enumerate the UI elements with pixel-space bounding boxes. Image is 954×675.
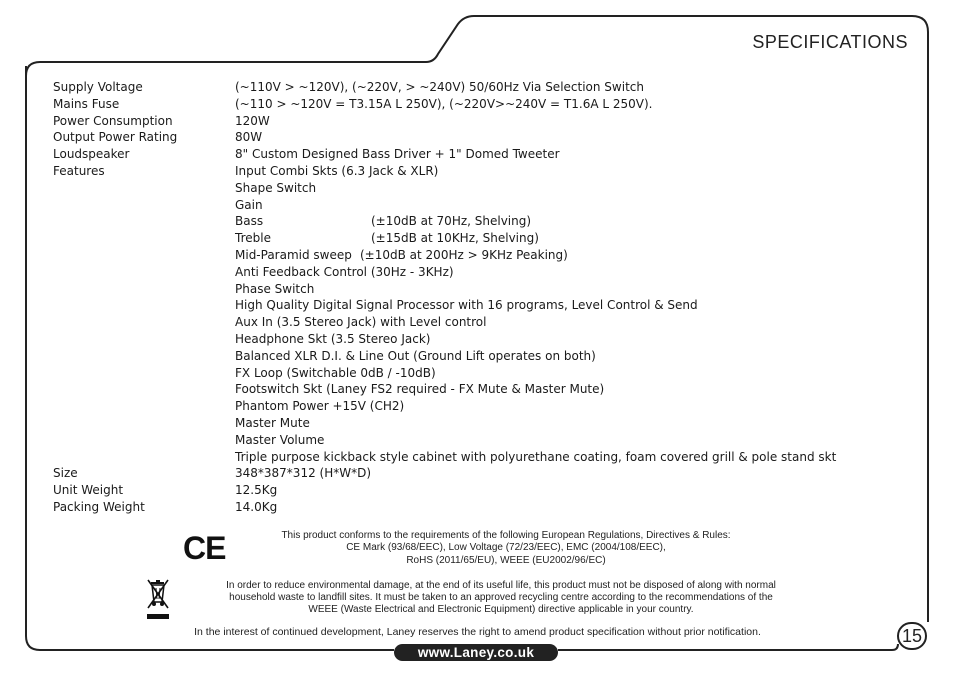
spec-label: Supply Voltage [53, 80, 143, 94]
feature-item: Master Mute [235, 415, 310, 430]
feature-item: Balanced XLR D.I. & Line Out (Ground Lift operates on both) [235, 348, 596, 363]
feature-item: Input Combi Skts (6.3 Jack & XLR) [235, 163, 439, 178]
spec-value: 12.5Kg [235, 483, 278, 498]
development-notice: In the interest of continued development, Laney reserves the right to amend product specification without prior notification. [194, 626, 761, 638]
specifications-list [53, 79, 853, 516]
feature-item: Phantom Power +15V (CH2) [235, 399, 405, 414]
spec-value: 14.0Kg [235, 499, 278, 514]
ce-line: RoHS (2011/65/EU), WEEE (EU2002/96/EC) [406, 554, 606, 566]
feature-item: High Quality Digital Signal Processor with 16 programs, Level Control & Send [235, 298, 698, 313]
feature-item-mid [235, 247, 853, 264]
spec-label: Size [53, 466, 78, 481]
tone-control-range: (±10dB at 200Hz > 9KHz Peaking) [360, 247, 568, 262]
tone-control-name: Treble [235, 231, 271, 246]
weee-line: household waste to landfill sites. It must be taken to an approved recycling centre according to the recommendations of the [229, 592, 773, 604]
spec-label: Loudspeaker [53, 147, 130, 162]
spec-row-power-consumption [53, 113, 853, 130]
spec-row-unit-weight [53, 482, 853, 499]
ce-conformity-text [236, 530, 776, 567]
page-title: SPECIFICATIONS [752, 32, 908, 52]
feature-item: Headphone Skt (3.5 Stereo Jack) [235, 331, 431, 346]
spec-row-supply-voltage [53, 79, 853, 96]
weee-line: WEEE (Waste Electrical and Electronic Equipment) directive applicable in your country. [308, 604, 694, 616]
spec-value: 348*387*312 (H*W*D) [235, 466, 372, 481]
spec-row-features [53, 163, 853, 180]
spec-label: Features [53, 163, 105, 178]
spec-value: 80W [235, 130, 263, 145]
spec-row-mains-fuse [53, 96, 853, 113]
spec-row-loudspeaker [53, 146, 853, 163]
tone-control-name: Bass [235, 214, 264, 229]
feature-item: Master Volume [235, 432, 325, 447]
tone-control-name: Mid-Paramid sweep [235, 247, 352, 262]
ce-mark-icon: CE [183, 530, 226, 566]
page-number: 15 [897, 622, 927, 650]
feature-item: Phase Switch [235, 281, 315, 296]
feature-item: Aux In (3.5 Stereo Jack) with Level control [235, 315, 487, 330]
spec-row-output-power [53, 129, 853, 146]
spec-value: (~110 > ~120V = T3.15A L 250V), (~220V>~240V = T1.6A L 250V). [235, 96, 653, 111]
spec-value: 8" Custom Designed Bass Driver + 1" Domed Tweeter [235, 147, 560, 162]
crossed-out-wheelie-bin-icon [146, 576, 170, 622]
feature-item: FX Loop (Switchable 0dB / -10dB) [235, 365, 436, 380]
spec-label: Mains Fuse [53, 96, 120, 111]
spec-label: Unit Weight [53, 483, 124, 498]
feature-item: Shape Switch [235, 180, 317, 195]
tone-control-range: (±15dB at 10KHz, Shelving) [371, 231, 539, 246]
feature-item: Gain [235, 197, 263, 212]
spec-row-size [53, 465, 853, 482]
ce-line: This product conforms to the requirements of the following European Regulations, Directives & Rules: [281, 530, 731, 541]
weee-disposal-text [176, 580, 826, 617]
weee-line: In order to reduce environmental damage, at the end of its useful life, this product must not be disposed of along with normal [226, 580, 776, 591]
feature-item: Anti Feedback Control (30Hz - 3KHz) [235, 264, 454, 279]
spec-value: 120W [235, 113, 270, 128]
feature-item: Footswitch Skt (Laney FS2 required - FX Mute & Master Mute) [235, 382, 605, 397]
ce-line: CE Mark (93/68/EEC), Low Voltage (72/23/EEC), EMC (2004/108/EEC), [346, 542, 666, 554]
tone-control-range: (±10dB at 70Hz, Shelving) [371, 214, 532, 229]
spec-label: Packing Weight [53, 499, 145, 514]
spec-label: Output Power Rating [53, 130, 178, 145]
feature-item-treble [235, 230, 853, 247]
website-link[interactable]: www.Laney.co.uk [394, 644, 558, 661]
spec-row-packing-weight [53, 499, 853, 516]
spec-label: Power Consumption [53, 113, 173, 128]
spec-value: (~110V > ~120V), (~220V, > ~240V) 50/60Hz Via Selection Switch [235, 80, 644, 94]
feature-item-bass [235, 213, 853, 230]
feature-item: Triple purpose kickback style cabinet with polyurethane coating, foam covered grill & pole stand skt [235, 449, 837, 464]
